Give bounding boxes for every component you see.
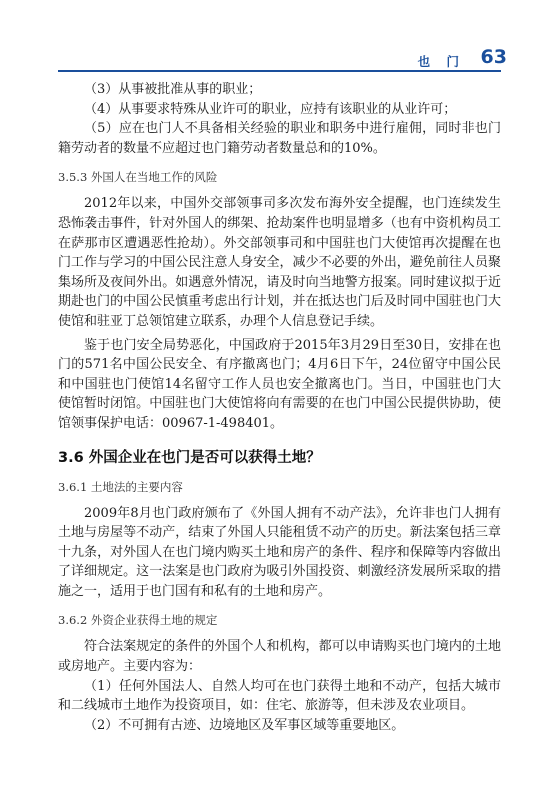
page-body: [58, 80, 501, 735]
subsection-heading-3-6-1: 3.6.1 土地法的主要内容: [58, 479, 183, 494]
list-item: （5）应在也门人不具备相关经验的职业和职务中进行雇佣，同时非也门籍劳动者的数量不应超过也门籍劳动者数量总和的10%。: [58, 121, 501, 156]
page-header: [58, 46, 507, 74]
header-rule: [58, 70, 501, 72]
subsection-heading-3-5-3: 3.5.3 外国人在当地工作的风险: [58, 170, 218, 185]
page-number: 63: [480, 46, 507, 68]
list-item: （3）从事被批准从事的职业；: [84, 82, 262, 97]
subsection-heading-3-6-2: 3.6.2 外资企业获得土地的规定: [58, 613, 218, 628]
paragraph: 鉴于也门安全局势恶化，中国政府于2015年3月29日至30日，安排在也门的571名中国公民安全、有序撤离也门；4月6日下午，24位留守中国公民和中国驻也门使馆14名留守工作人员也安全撤离也门。当日，中国驻也门大使馆暂时闭馆。中国驻也门大使馆将向有需要的在也门中国公民提供协助，使馆领事保护电话：00967-1-498401。: [58, 337, 501, 431]
list-item: （2）不可拥有古迹、边境地区及军事区域等重要地区。: [84, 717, 405, 733]
paragraph: 2009年8月也门政府颁布了《外国人拥有不动产法》，允许非也门人拥有土地与房屋等不动产，结束了外国人只能租赁不动产的历史。新法案包括三章十九条，对外国人在也门境内购买土地和房产的条件、程序和保障等内容做出了详细规定。这一法案是也门政府为吸引外国投资、刺激经济发展所采取的措施之一，适用于也门国有和私有的土地和房产。: [58, 505, 501, 599]
paragraph: 2012年以来，中国外交部领事司多次发布海外安全提醒，也门连续发生恐怖袭击事件，针对外国人的绑架、抢劫案件也明显增多（也有中资机构员工在萨那市区遭遇恶性抢劫）。外交部领事司和中国驻也门大使馆再次提醒在也门工作与学习的中国公民注意人身安全，减少不必要的外出，避免前往人员聚集场所及夜间外出。如遇意外情况，请及时向当地警方报案。同时建议拟于近期赴也门的中国公民慎重考虑出行计划，并在抵达也门后及时同中国驻也门大使馆和驻亚丁总领馆建立联系，办理个人信息登记手续。: [58, 196, 501, 329]
paragraph: 符合法案规定的条件的外国个人和机构，都可以申请购买也门境内的土地或房地产。主要内容为：: [58, 639, 501, 675]
section-heading-3-6: 3.6 外国企业在也门是否可以获得土地？: [58, 449, 321, 466]
running-title: 也 门: [417, 54, 465, 69]
list-item: （4）从事要求特殊从业许可的职业，应持有该职业的从业许可；: [84, 101, 457, 117]
list-item: （1）任何外国法人、自然人均可在也门获得土地和不动产，包括大城市和二线城市土地作为投资项目，如：住宅、旅游等，但未涉及农业项目。: [58, 678, 501, 714]
